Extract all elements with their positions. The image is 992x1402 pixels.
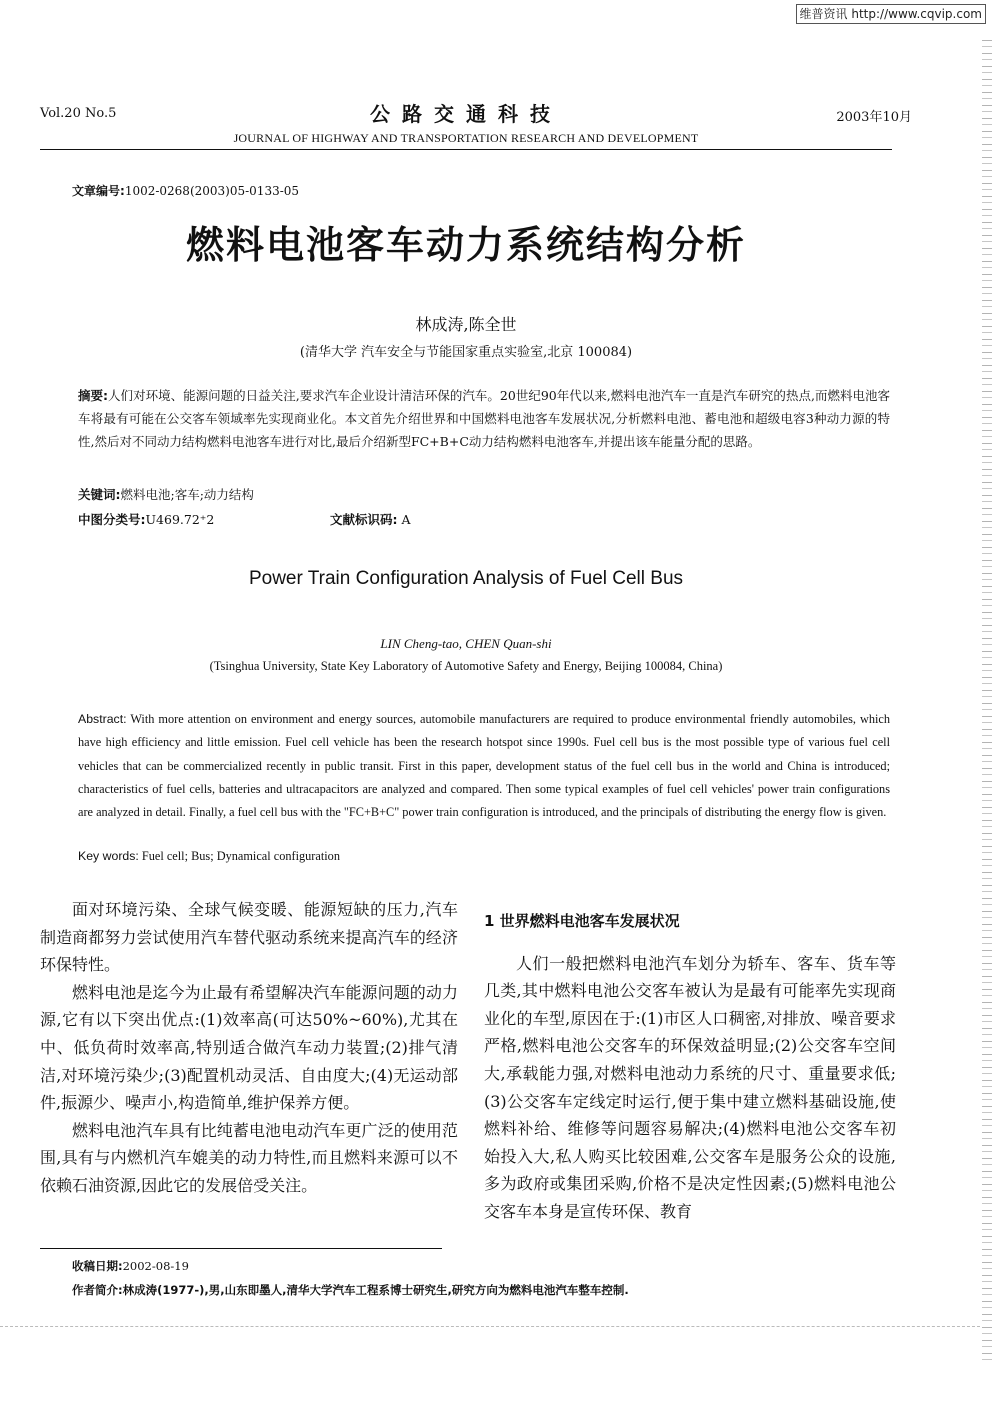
journal-title-en: JOURNAL OF HIGHWAY AND TRANSPORTATION RESEARCH AND DEVELOPMENT [233,131,699,145]
footnote-rule [40,1248,442,1249]
doc-code-value: A [401,512,411,527]
paper-title-en: Power Train Configuration Analysis of Fuel Cell Bus [248,568,684,589]
bio-label: 作者简介: [72,1283,123,1297]
body-column-right [484,908,896,1226]
authors-en: LIN Cheng-tao, CHEN Quan-shi [380,636,552,651]
doc-code-label: 文献标识码: [330,512,398,527]
keywords-cn [78,485,254,503]
watermark: 维普资讯 http://www.cqvip.com [796,4,986,24]
article-number-value: 1002-0268(2003)05-0133-05 [124,184,300,198]
affiliation-en: (Tsinghua University, State Key Laboratory of Automotive Safety and Energy, Beijing 100084, China) [209,659,723,673]
clc-label: 中图分类号: [78,512,146,527]
keywords-en-label: Key words: [78,849,139,863]
abstract-cn-text: 人们对环境、能源问题的日益关注,要求汽车企业设计清洁环保的汽车。20世纪90年代以来,燃料电池汽车一直是汽车研究的热点,而燃料电池客车将最有可能在公交客车领域率先实现商业化。本文首先介绍世界和中国燃料电池客车发展状况,分析燃料电池、蓄电池和超级电容3种动力源的特性,然后对不同动力结构燃料电池客车进行对比,最后介绍新型FC+B+C动力结构燃料电池客车,并提出该车能量分配的思路。 [78,388,891,449]
keywords-cn-text: 燃料电池;客车;动力结构 [120,487,254,502]
body-paragraph: 燃料电池汽车具有比纯蓄电池电动汽车更广泛的使用范围,具有与内燃机汽车媲美的动力特性,而且燃料来源可以不依赖石油资源,因此它的发展倍受关注。 [40,1120,458,1195]
body-column-left [40,896,458,1200]
authors-cn: 林成涛,陈全世 [415,315,517,334]
clc-value: U469.72⁺2 [145,512,215,527]
body-paragraph: 燃料电池是迄今为止最有希望解决汽车能源问题的动力源,它有以下突出优点:(1)效率高(可达50%~60%),尤其在中、低负荷时效率高,特别适合做汽车动力装置;(2)排气清洁,对环境污染少;(3)配置机动灵活、自由度大;(4)无运动部件,振源少、噪声小,构造简单,维护保养方便。 [40,982,458,1113]
page-edge-dashes [0,1326,980,1327]
abstract-cn [78,384,890,453]
article-number [72,182,299,199]
received-value: 2002-08-19 [122,1259,189,1273]
document-code [330,510,411,528]
received-label: 收稿日期: [72,1259,123,1273]
paper-title-cn: 燃料电池客车动力系统结构分析 [185,223,746,267]
received-date [72,1258,189,1274]
volume-number: Vol.20 No.5 [40,106,117,121]
issue-date: 2003年10月 [836,110,912,125]
article-number-label: 文章编号: [72,184,125,198]
body-paragraph: 人们一般把燃料电池汽车划分为轿车、客车、货车等几类,其中燃料电池公交客车被认为是最有可能率先实现商业化的车型,原因在于:(1)市区人口稠密,对排放、噪音要求严格,燃料电池公交客车的环保效益明显;(2)公交客车空间大,承载能力强,对燃料电池动力系统的尺寸、重量要求低;(3)公交客车定线定时运行,便于集中建立燃料基础设施,使燃料补给、维修等问题容易解决;(4)燃料电池公交客车初始投入大,私人购买比较困难,公交客车是服务公众的设施,多为政府或集团采购,价格不是决定性因素;(5)燃料电池公交客车本身是宣传环保、教育 [484,953,896,1221]
abstract-en-label: Abstract: [78,712,127,726]
author-bio [72,1282,629,1298]
body-paragraph: 面对环境污染、全球气候变暖、能源短缺的压力,汽车制造商都努力尝试使用汽车替代驱动系统来提高汽车的经济环保特性。 [40,900,458,975]
abstract-cn-label: 摘要: [78,388,109,403]
scan-edge-artifact [982,40,992,1360]
keywords-cn-label: 关键词: [78,487,121,502]
clc-number [78,510,214,528]
abstract-en [78,708,890,824]
keywords-en-text: Fuel cell; Bus; Dynamical configuration [141,849,340,863]
keywords-en [78,849,340,864]
section-heading: 1 世界燃料电池客车发展状况 [484,912,680,930]
abstract-en-text: With more attention on environment and energy sources, automobile manufacturers are required to produce environmental friendly automobiles, which have high efficiency and little emission. Fuel cell vehicle has been the research hotspot since 1990s. Fuel cell bus is the most possible type of various fuel cell vehicles that can be commercialized recently in public transit. First in this paper, development status of the fuel cell bus in the world and China is introduced; characteristics of fuel cells, batteries and ultracapacitors are analyzed and compared. Then some typical examples of fuel cell vehicles' power train configurations are analyzed in detail. Finally, a fuel cell bus with the "FC+B+C" power train configuration is introduced, and the principals of distributing the energy flow is given. [78,712,890,820]
bio-text: 林成涛(1977-),男,山东即墨人,清华大学汽车工程系博士研究生,研究方向为燃料电池汽车整车控制. [122,1283,629,1297]
header-rule [40,149,892,150]
journal-title-cn: 公路交通科技 [370,102,562,126]
affiliation-cn: (清华大学 汽车安全与节能国家重点实验室,北京 100084) [299,345,633,360]
